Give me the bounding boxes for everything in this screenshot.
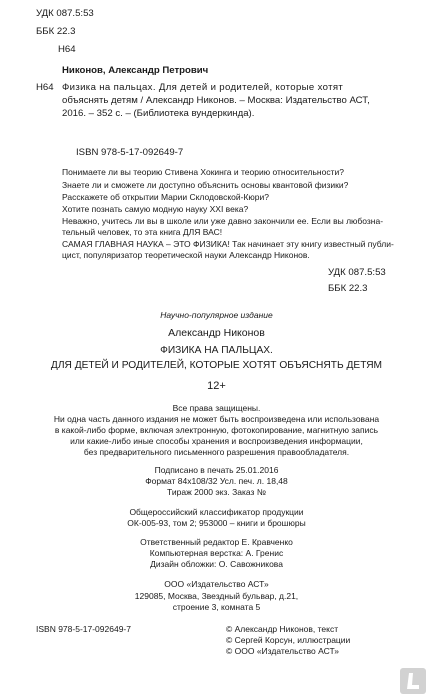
annotation-line: Расскажете об открытии Марии Склодовской-Кюри?: [62, 192, 270, 202]
bbk-code: ББК 22.3: [36, 26, 76, 37]
annotation-line: Понимаете ли вы теорию Стивена Хокинга и теорию относительности?: [62, 167, 344, 177]
author-name: Никонов, Александр Петрович: [62, 65, 209, 76]
print-info-line: Формат 84x108/32 Усл. печ. л. 18,48: [145, 476, 288, 486]
litres-L-icon: [404, 672, 422, 690]
classifier-line: ОК-005-93, том 2; 953000 – книги и брошюры: [127, 518, 306, 528]
product-classifier: [0, 507, 433, 529]
rights-line: в какой-либо форме, включая электронную, фотокопирование, магнитную запись: [54, 425, 379, 435]
editorial-staff: [0, 537, 433, 570]
edition-type: Научно-популярное издание: [160, 310, 273, 320]
isbn: ISBN 978-5-17-092649-7: [76, 147, 184, 158]
book-title: [0, 344, 433, 372]
bottom-isbn: ISBN 978-5-17-092649-7: [36, 624, 131, 634]
copyright-line: © Александр Никонов, текст: [226, 624, 339, 634]
rights-line: без предварительного письменного разрешения правообладателя.: [83, 447, 350, 457]
annotation-line: цист, популяризатор теоретической науки Александр Никонов.: [62, 250, 310, 260]
title-line: ФИЗИКА НА ПАЛЬЦАХ.: [160, 345, 273, 356]
classifier-line: Общероссийский классификатор продукции: [129, 507, 304, 517]
staff-line: Компьютерная верстка: А. Гренис: [149, 548, 284, 558]
annotation: [62, 167, 394, 261]
udk-code: УДК 087.5:53: [36, 8, 94, 19]
rights-line: Ни одна часть данного издания не может быть воспроизведена или использована: [53, 414, 380, 424]
bibliographic-line: объяснять детям / Александр Никонов. – Москва: Издательство АСТ,: [62, 95, 370, 107]
publisher-line: 129085, Москва, Звездный бульвар, д.21,: [134, 591, 299, 601]
author-mark: Н64: [58, 44, 76, 55]
annotation-line: тельный человек, то эта книга ДЛЯ ВАС!: [62, 227, 223, 237]
footer-udk-code: УДК 087.5:53: [328, 267, 386, 278]
catalog-mark: Н64: [36, 82, 54, 93]
annotation-line: САМАЯ ГЛАВНАЯ НАУКА – ЭТО ФИЗИКА! Так начинает эту книгу известный публи-: [62, 239, 394, 249]
publisher-info: [0, 579, 433, 613]
bibliographic-line: 2016. – 352 с. – (Библиотека вундеркинда).: [62, 108, 255, 120]
rights-line: или какие-либо иные способы хранения и воспроизведения информации,: [70, 436, 363, 446]
print-info: [0, 465, 433, 498]
annotation-line: Неважно, учитесь ли вы в школе или уже давно закончили ее. Если вы любозна-: [62, 216, 384, 226]
footer-bbk-code: ББК 22.3: [328, 283, 368, 294]
copyright-line: © ООО «Издательство АСТ»: [226, 646, 340, 656]
copyright-block: [226, 624, 350, 657]
title-line: ДЛЯ ДЕТЕЙ И РОДИТЕЛЕЙ, КОТОРЫЕ ХОТЯТ ОБЪЯСНЯТЬ ДЕТЯМ: [50, 360, 383, 371]
staff-line: Дизайн обложки: О. Савожникова: [150, 559, 283, 569]
bibliographic-description: [62, 82, 370, 121]
rights-notice: [0, 403, 433, 458]
copyright-line: © Сергей Корсун, иллюстрации: [226, 635, 351, 645]
print-info-line: Подписано в печать 25.01.2016: [154, 465, 279, 475]
publisher-line: строение 3, комната 5: [172, 602, 261, 612]
rights-line: Все права защищены.: [172, 403, 261, 413]
annotation-line: Знаете ли и сможете ли доступно объяснить основы квантовой физики?: [62, 180, 349, 190]
age-rating: 12+: [207, 380, 226, 392]
author-display: Александр Никонов: [168, 327, 265, 339]
staff-line: Ответственный редактор Е. Кравченко: [140, 537, 293, 547]
litres-badge: [400, 668, 426, 694]
bibliographic-line: Физика на пальцах. Для детей и родителей, которые хотят: [62, 82, 344, 93]
print-info-line: Тираж 2000 экз. Заказ №: [167, 487, 266, 497]
annotation-line: Хотите познать самую модную науку XXI века?: [62, 204, 249, 214]
publisher-line: ООО «Издательство АСТ»: [164, 579, 269, 589]
